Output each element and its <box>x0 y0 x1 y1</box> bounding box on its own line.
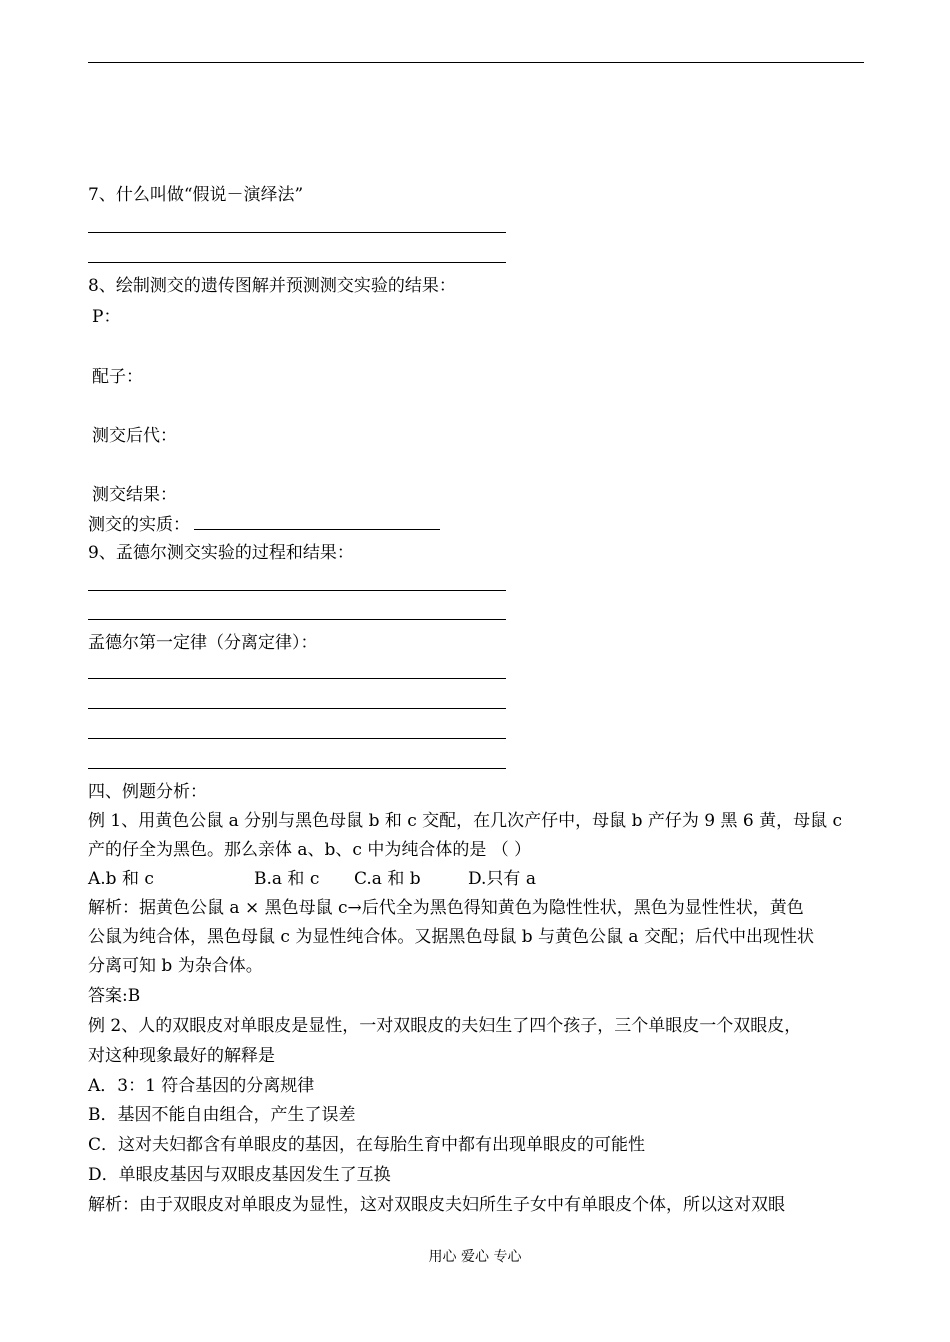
essence-label: 测交的实质： <box>88 515 190 535</box>
essence-line <box>88 513 440 536</box>
example-2-option-a: A．3：1 符合基因的分离规律 <box>88 1076 315 1096</box>
option-a: A.b 和 c <box>88 869 154 889</box>
answer-line-law-4 <box>88 768 506 769</box>
answer-line-q9-2 <box>88 619 506 620</box>
question-9: 9、孟德尔测交实验的过程和结果： <box>88 543 354 563</box>
question-7: 7、什么叫做“假说－演绎法” <box>88 185 304 205</box>
example-2-analysis-1: 解析：由于双眼皮对单眼皮为显性，这对双眼皮夫妇所生子女中有单眼皮个体，所以这对双眼 <box>88 1195 785 1215</box>
answer-line-q7-1 <box>88 232 506 233</box>
example-1-options <box>88 868 536 890</box>
example-1-analysis-2: 公鼠为纯合体，黑色母鼠 c 为显性纯合体。又据黑色母鼠 b 与黄色公鼠 a 交配；后代中出现性状 <box>88 927 814 947</box>
option-d: D.只有 a <box>468 869 536 889</box>
example-1-analysis-1: 解析：据黄色公鼠 a × 黑色母鼠 c→后代全为黑色得知黄色为隐性性状，黑色为显性性状，黄色 <box>88 898 804 918</box>
page-footer: 用心 爱心 专心 <box>428 1249 522 1265</box>
question-8: 8、绘制测交的遗传图解并预测测交实验的结果： <box>88 276 456 296</box>
example-2-line-2: 对这种现象最好的解释是 <box>88 1046 275 1066</box>
example-2-option-c: C．这对夫妇都含有单眼皮的基因，在每胎生育中都有出现单眼皮的可能性 <box>88 1135 646 1155</box>
answer-line-q9-1 <box>88 590 506 591</box>
example-2-option-b: B．基因不能自由组合，产生了误差 <box>88 1105 356 1125</box>
answer-line-law-1 <box>88 678 506 679</box>
p-label: P： <box>92 307 121 327</box>
result-label: 测交结果： <box>92 485 177 505</box>
gamete-label: 配子： <box>92 367 143 387</box>
answer-line-law-3 <box>88 738 506 739</box>
example-1-analysis-3: 分离可知 b 为杂合体。 <box>88 956 263 976</box>
header-rule <box>88 62 864 63</box>
offspring-label: 测交后代： <box>92 426 177 446</box>
example-2-line-1: 例 2、人的双眼皮对单眼皮是显性，一对双眼皮的夫妇生了四个孩子，三个单眼皮一个双眼皮， <box>88 1016 802 1036</box>
example-1-line-2: 产的仔全为黑色。那么亲体 a、b、c 中为纯合体的是 （ ） <box>88 840 532 860</box>
example-1-answer: 答案:B <box>88 986 141 1006</box>
answer-line-law-2 <box>88 708 506 709</box>
section-4-title: 四、例题分析： <box>88 782 207 802</box>
answer-line-q7-2 <box>88 262 506 263</box>
option-c: C.a 和 b <box>354 869 421 889</box>
option-b: B.a 和 c <box>254 869 320 889</box>
law-label: 孟德尔第一定律（分离定律）： <box>88 633 318 653</box>
essence-blank <box>194 513 440 530</box>
example-2-option-d: D．单眼皮基因与双眼皮基因发生了互换 <box>88 1165 391 1185</box>
example-1-line-1: 例 1、用黄色公鼠 a 分别与黑色母鼠 b 和 c 交配，在几次产仔中，母鼠 b 产仔为 9 黑 6 黄，母鼠 c <box>88 811 843 831</box>
